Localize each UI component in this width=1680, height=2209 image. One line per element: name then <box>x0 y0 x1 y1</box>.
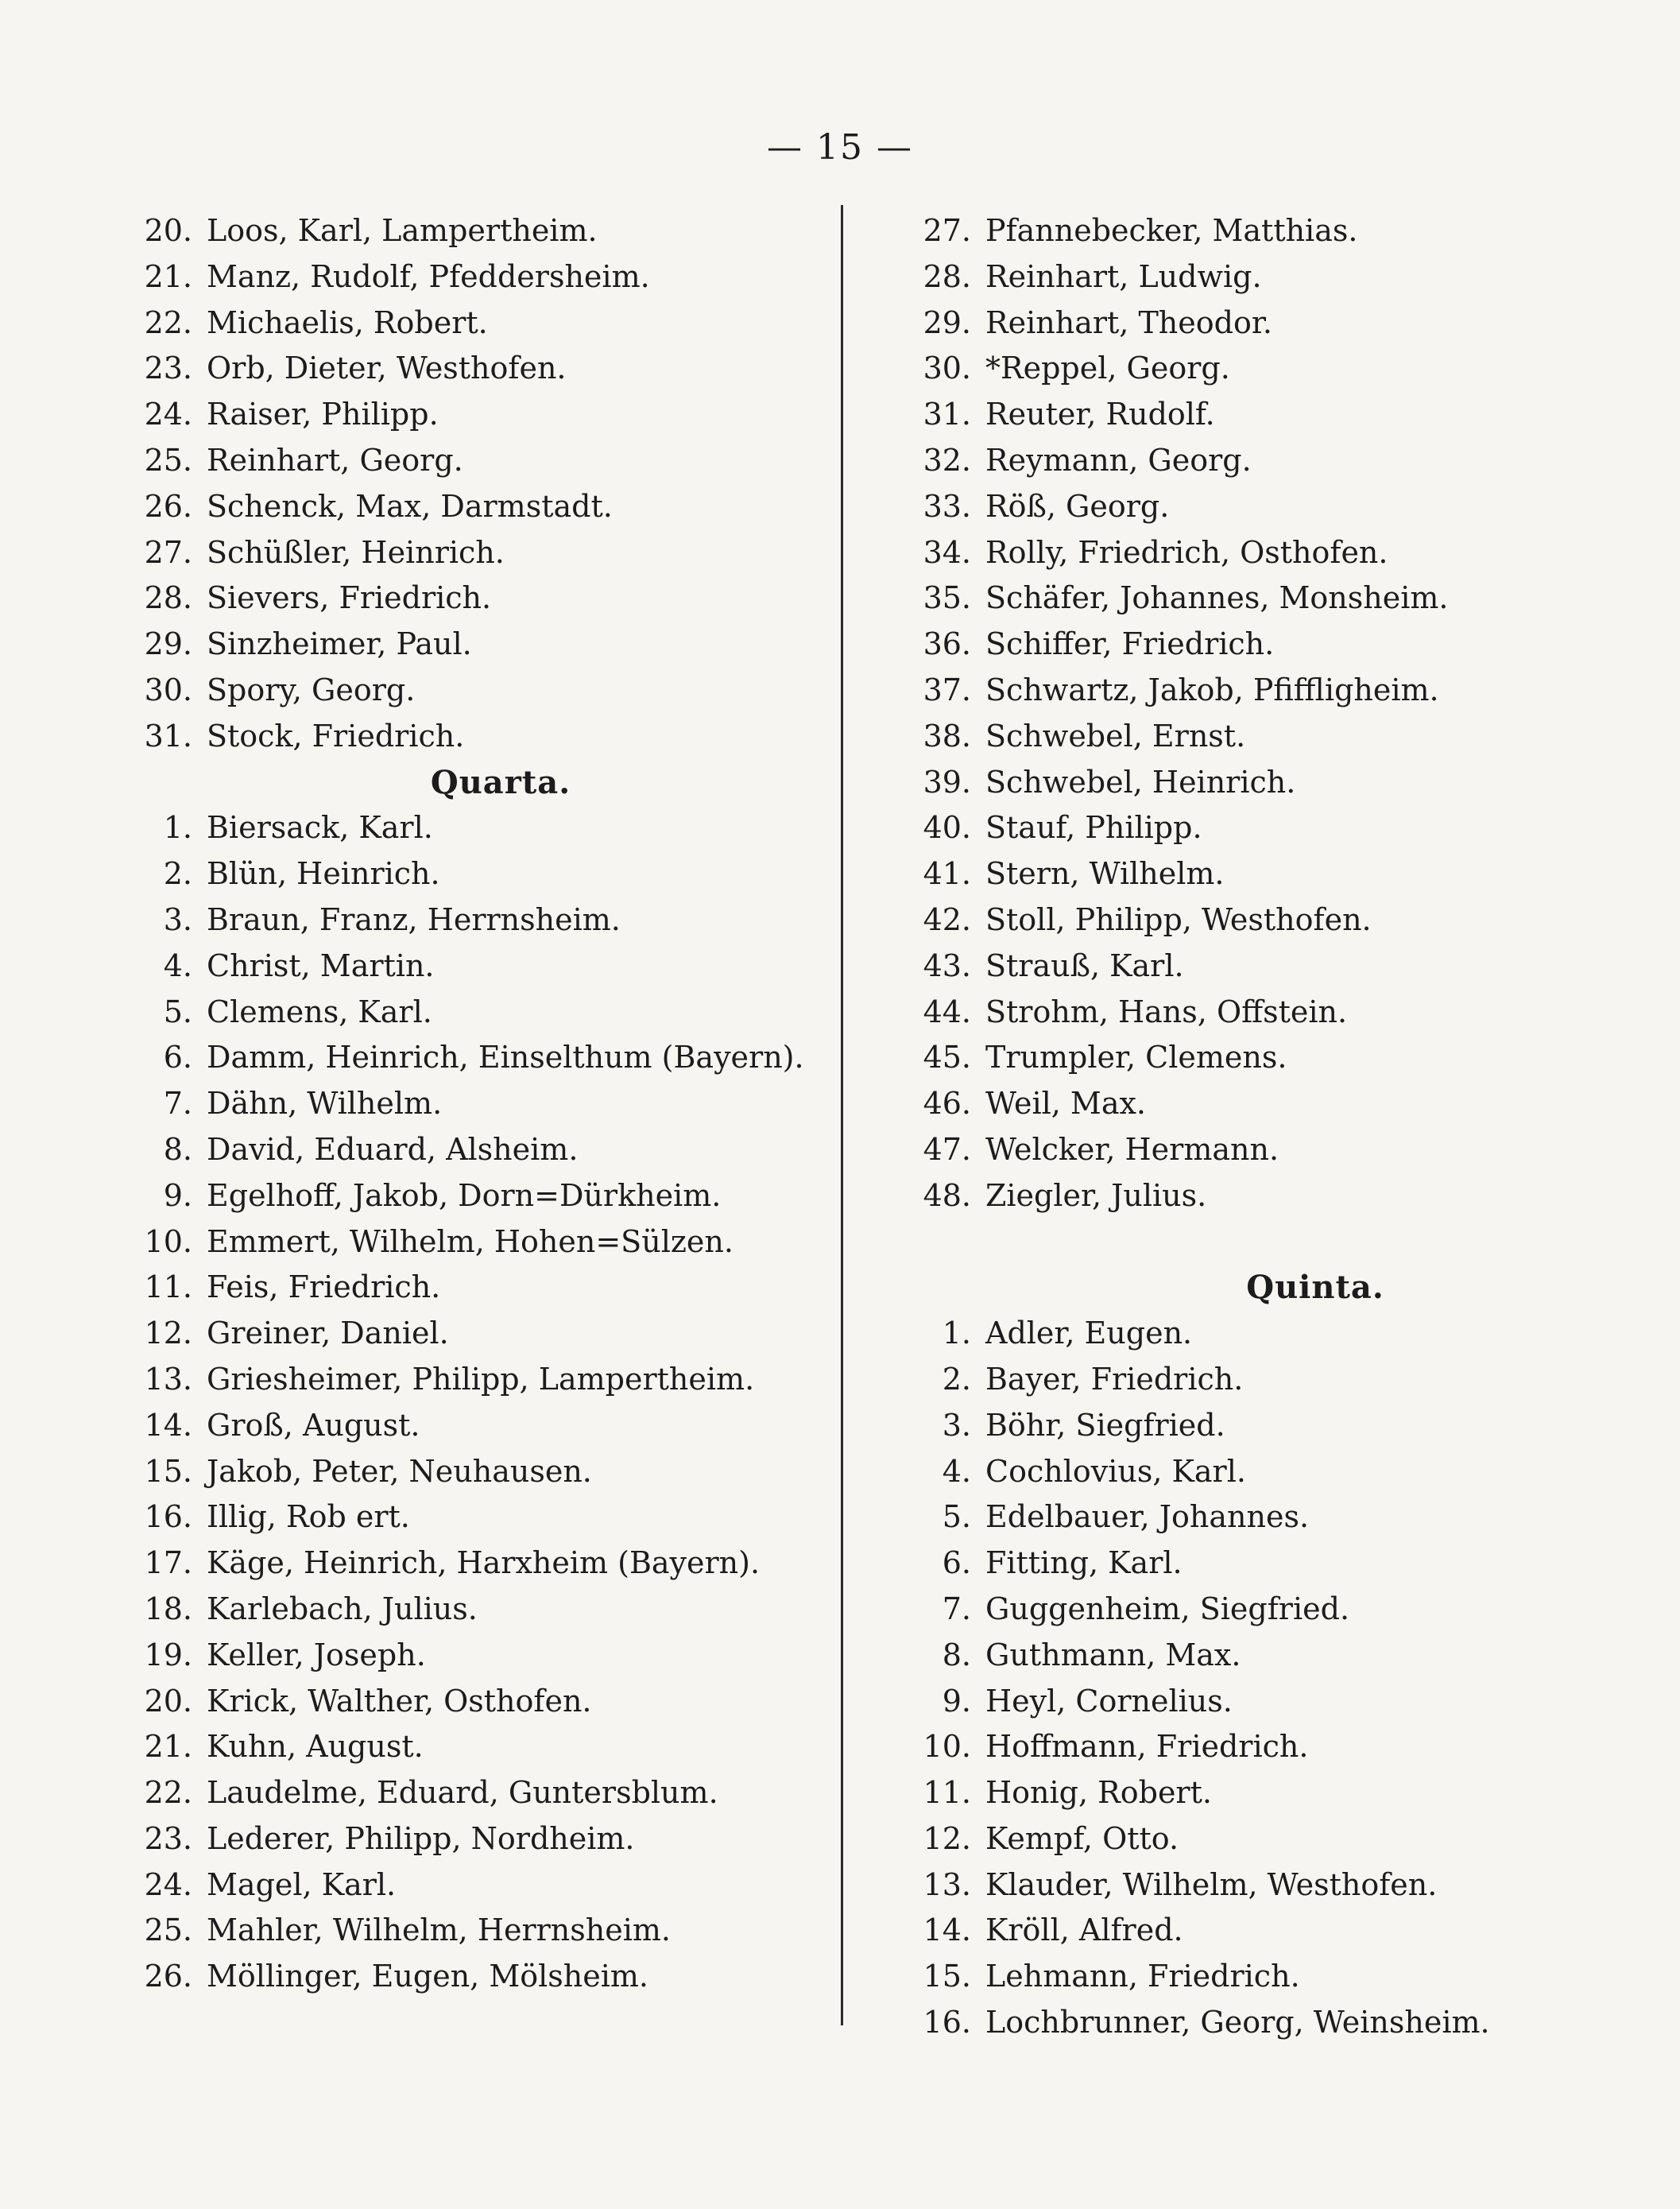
entry-name: Welcker, Hermann. <box>985 1131 1279 1167</box>
entry-number: 2. <box>163 856 192 892</box>
entry-number: 26. <box>144 1959 192 1994</box>
entry-number: 10. <box>923 1729 971 1765</box>
entry-number: 21. <box>144 1729 192 1765</box>
entry-name: Braun, Franz, Herrnsheim. <box>207 901 621 937</box>
list-item <box>127 1679 826 1725</box>
entry-name: Schäfer, Johannes, Monsheim. <box>985 580 1449 616</box>
list-item <box>127 1357 826 1403</box>
entry-name: Adler, Eugen. <box>985 1316 1193 1351</box>
list-item <box>127 990 826 1036</box>
entry-name: Groß, August. <box>207 1407 420 1443</box>
entry-number: 16. <box>144 1499 192 1535</box>
entry-name: Karlebach, Julius. <box>207 1591 478 1626</box>
list-item <box>127 1403 826 1449</box>
entry-number: 13. <box>144 1361 192 1397</box>
list-item <box>906 1862 1605 1909</box>
entry-number: 24. <box>144 397 192 432</box>
entry-number: 18. <box>144 1591 192 1626</box>
entry-number: 35. <box>923 580 971 616</box>
entry-name: Trumpler, Clemens. <box>985 1040 1287 1075</box>
list-item <box>906 346 1605 392</box>
entry-name: Griesheimer, Philipp, Lampertheim. <box>207 1361 755 1397</box>
entry-number: 1. <box>163 810 192 846</box>
entry-number: 9. <box>163 1177 192 1213</box>
entry-number: 20. <box>144 1683 192 1719</box>
list-item <box>906 897 1605 944</box>
entry-number: 45. <box>923 1040 971 1075</box>
list-item <box>127 1587 826 1633</box>
list-item <box>906 851 1605 897</box>
list-item <box>127 1816 826 1862</box>
list-item <box>127 1862 826 1909</box>
entry-number: 16. <box>923 2005 971 2040</box>
entry-number: 6. <box>942 1545 971 1581</box>
entry-number: 32. <box>923 442 971 478</box>
entry-name: Loos, Karl, Lampertheim. <box>207 213 598 248</box>
entry-number: 6. <box>163 1040 192 1075</box>
entry-number: 48. <box>923 1177 971 1213</box>
entry-name: Spory, Georg. <box>207 672 416 707</box>
list-item <box>127 530 826 576</box>
list-item <box>906 1816 1605 1862</box>
entry-number: 5. <box>163 994 192 1029</box>
entry-name: Heyl, Cornelius. <box>985 1683 1233 1719</box>
entry-number: 12. <box>144 1316 192 1351</box>
entry-name: Lochbrunner, Georg, Weinsheim. <box>985 2005 1490 2040</box>
entry-number: 9. <box>942 1683 971 1719</box>
entry-number: 36. <box>923 626 971 662</box>
entry-number: 41. <box>923 856 971 892</box>
entry-name: Guggenheim, Siegfried. <box>985 1591 1350 1626</box>
list-item <box>127 1449 826 1495</box>
list-item <box>127 484 826 530</box>
list-item <box>127 1954 826 2000</box>
list-item <box>127 576 826 622</box>
list-item <box>906 990 1605 1036</box>
entry-name: Reinhart, Theodor. <box>985 304 1272 340</box>
list-item <box>906 1081 1605 1127</box>
entry-name: Raiser, Philipp. <box>207 397 439 432</box>
entry-number: 4. <box>942 1453 971 1489</box>
entry-name: Dähn, Wilhelm. <box>207 1086 443 1122</box>
entry-name: Reuter, Rudolf. <box>985 397 1215 432</box>
entry-number: 30. <box>923 351 971 386</box>
entry-number: 2. <box>942 1361 971 1397</box>
entry-name: Stock, Friedrich. <box>207 718 465 754</box>
page-number: — 15 — <box>767 127 913 168</box>
list-item <box>127 897 826 944</box>
entry-name: Honig, Robert. <box>985 1775 1212 1811</box>
section-title-quarta: Quarta. <box>430 763 571 801</box>
entry-number: 22. <box>144 1775 192 1811</box>
entry-number: 30. <box>144 672 192 707</box>
list-item <box>906 1449 1605 1495</box>
entry-name: Guthmann, Max. <box>985 1637 1241 1672</box>
list-item <box>127 1035 826 1081</box>
entry-number: 44. <box>923 994 971 1029</box>
entry-number: 20. <box>144 213 192 248</box>
entry-number: 12. <box>923 1820 971 1856</box>
entry-name: Ziegler, Julius. <box>985 1177 1207 1213</box>
entry-number: 13. <box>923 1866 971 1902</box>
entry-name: Schwartz, Jakob, Pfiffligheim. <box>985 672 1439 707</box>
entry-name: Magel, Karl. <box>207 1866 397 1902</box>
list-item <box>127 346 826 392</box>
entry-name: Christ, Martin. <box>207 948 435 983</box>
entry-name: Schwebel, Ernst. <box>985 718 1246 754</box>
entry-name: Reinhart, Georg. <box>207 442 463 478</box>
entry-number: 8. <box>163 1131 192 1167</box>
list-item <box>906 1494 1605 1540</box>
entry-name: Lehmann, Friedrich. <box>985 1959 1300 1994</box>
entry-name: *Reppel, Georg. <box>985 351 1230 386</box>
entry-number: 15. <box>144 1453 192 1489</box>
list-item <box>906 1908 1605 1954</box>
entry-name: Biersack, Karl. <box>207 810 433 846</box>
entry-name: Weil, Max. <box>985 1086 1146 1122</box>
left-column <box>127 208 826 2000</box>
right-continued-list <box>906 208 1605 1219</box>
entry-number: 17. <box>144 1545 192 1581</box>
section-title-quinta: Quinta. <box>1246 1269 1384 1307</box>
quarta-list <box>127 805 826 2000</box>
entry-number: 15. <box>923 1959 971 1994</box>
list-item <box>127 805 826 851</box>
list-item <box>906 1127 1605 1173</box>
list-item <box>906 1403 1605 1449</box>
column-divider <box>841 205 843 2025</box>
list-item <box>906 805 1605 851</box>
entry-number: 22. <box>144 304 192 340</box>
entry-name: Kempf, Otto. <box>985 1820 1179 1856</box>
entry-number: 47. <box>923 1131 971 1167</box>
entry-name: Jakob, Peter, Neuhausen. <box>207 1453 592 1489</box>
list-item <box>127 668 826 714</box>
entry-name: Käge, Heinrich, Harxheim (Bayern). <box>207 1545 761 1581</box>
section-spacer <box>906 1219 1605 1265</box>
entry-number: 29. <box>144 626 192 662</box>
list-item <box>127 1081 826 1127</box>
entry-name: Orb, Dieter, Westhofen. <box>207 351 567 386</box>
list-item <box>127 714 826 760</box>
entry-name: Laudelme, Eduard, Guntersblum. <box>207 1775 718 1811</box>
entry-number: 27. <box>923 213 971 248</box>
entry-number: 21. <box>144 258 192 294</box>
entry-name: Greiner, Daniel. <box>207 1316 449 1351</box>
left-continued-list <box>127 208 826 760</box>
entry-number: 11. <box>144 1269 192 1305</box>
entry-number: 1. <box>942 1316 971 1351</box>
list-item <box>127 851 826 897</box>
list-item <box>127 1311 826 1357</box>
list-item <box>127 208 826 254</box>
entry-name: Manz, Rudolf, Pfeddersheim. <box>207 258 650 294</box>
entry-name: Keller, Joseph. <box>207 1637 426 1672</box>
entry-number: 10. <box>144 1223 192 1259</box>
entry-number: 8. <box>942 1637 971 1672</box>
entry-name: Reymann, Georg. <box>985 442 1252 478</box>
entry-name: Pfannebecker, Matthias. <box>985 213 1358 248</box>
entry-name: Illig, Rob ert. <box>207 1499 410 1535</box>
list-item <box>127 1770 826 1816</box>
list-item <box>906 1633 1605 1679</box>
entry-number: 3. <box>942 1407 971 1443</box>
entry-name: Reinhart, Ludwig. <box>985 258 1262 294</box>
list-item <box>906 1770 1605 1816</box>
entry-number: 29. <box>923 304 971 340</box>
list-item <box>906 2000 1605 2046</box>
list-item <box>127 392 826 438</box>
list-item <box>127 944 826 990</box>
entry-number: 25. <box>144 1913 192 1948</box>
list-item <box>906 438 1605 484</box>
list-item <box>906 576 1605 622</box>
entry-number: 40. <box>923 810 971 846</box>
list-item <box>906 530 1605 576</box>
entry-name: Mahler, Wilhelm, Herrnsheim. <box>207 1913 671 1948</box>
list-item <box>906 208 1605 254</box>
list-item <box>906 1954 1605 2000</box>
entry-name: Stern, Wilhelm. <box>985 856 1225 892</box>
quinta-list <box>906 1311 1605 2046</box>
entry-number: 42. <box>923 901 971 937</box>
list-item <box>127 1127 826 1173</box>
entry-name: Clemens, Karl. <box>207 994 432 1029</box>
list-item <box>906 944 1605 990</box>
entry-name: Klauder, Wilhelm, Westhofen. <box>985 1866 1438 1902</box>
entry-name: Fitting, Karl. <box>985 1545 1183 1581</box>
entry-number: 11. <box>923 1775 971 1811</box>
list-item <box>127 1724 826 1770</box>
entry-name: Michaelis, Robert. <box>207 304 488 340</box>
entry-name: Sinzheimer, Paul. <box>207 626 472 662</box>
entry-number: 46. <box>923 1086 971 1122</box>
list-item <box>906 1724 1605 1770</box>
list-item <box>127 300 826 347</box>
entry-name: David, Eduard, Alsheim. <box>207 1131 579 1167</box>
entry-name: Kröll, Alfred. <box>985 1913 1183 1948</box>
list-item <box>127 1908 826 1954</box>
entry-name: Bayer, Friedrich. <box>985 1361 1244 1397</box>
list-item <box>906 484 1605 530</box>
list-item <box>127 1219 826 1265</box>
list-item <box>906 1587 1605 1633</box>
entry-name: Möllinger, Eugen, Mölsheim. <box>207 1959 649 1994</box>
list-item <box>906 1357 1605 1403</box>
entry-name: Schüßler, Heinrich. <box>207 534 505 570</box>
list-item <box>127 622 826 668</box>
list-item <box>906 1035 1605 1081</box>
entry-name: Feis, Friedrich. <box>207 1269 441 1305</box>
list-item <box>906 1540 1605 1587</box>
entry-number: 25. <box>144 442 192 478</box>
list-item <box>906 300 1605 347</box>
entry-number: 31. <box>923 397 971 432</box>
entry-number: 34. <box>923 534 971 570</box>
list-item <box>906 1173 1605 1219</box>
list-item <box>906 622 1605 668</box>
entry-number: 24. <box>144 1866 192 1902</box>
entry-name: Hoffmann, Friedrich. <box>985 1729 1309 1765</box>
list-item <box>127 1265 826 1311</box>
entry-name: Lederer, Philipp, Nordheim. <box>207 1820 635 1856</box>
entry-name: Schenck, Max, Darmstadt. <box>207 488 613 524</box>
list-item <box>127 438 826 484</box>
entry-number: 19. <box>144 1637 192 1672</box>
entry-name: Schwebel, Heinrich. <box>985 764 1296 800</box>
entry-name: Stoll, Philipp, Westhofen. <box>985 901 1372 937</box>
entry-number: 14. <box>144 1407 192 1443</box>
entry-number: 27. <box>144 534 192 570</box>
entry-name: Krick, Walther, Osthofen. <box>207 1683 592 1719</box>
entry-name: Emmert, Wilhelm, Hohen=Sülzen. <box>207 1223 734 1259</box>
entry-number: 5. <box>942 1499 971 1535</box>
entry-name: Röß, Georg. <box>985 488 1170 524</box>
entry-name: Blün, Heinrich. <box>207 856 440 892</box>
entry-number: 23. <box>144 351 192 386</box>
entry-number: 4. <box>163 948 192 983</box>
list-item <box>127 1173 826 1219</box>
list-item <box>906 668 1605 714</box>
entry-name: Strohm, Hans, Offstein. <box>985 994 1348 1029</box>
list-item <box>127 1633 826 1679</box>
entry-number: 33. <box>923 488 971 524</box>
list-item <box>906 760 1605 806</box>
entry-name: Edelbauer, Johannes. <box>985 1499 1310 1535</box>
entry-name: Kuhn, August. <box>207 1729 424 1765</box>
entry-name: Schiffer, Friedrich. <box>985 626 1275 662</box>
list-item <box>906 1311 1605 1357</box>
right-column <box>906 208 1605 2046</box>
entry-name: Böhr, Siegfried. <box>985 1407 1225 1443</box>
entry-number: 3. <box>163 901 192 937</box>
entry-number: 23. <box>144 1820 192 1856</box>
entry-number: 37. <box>923 672 971 707</box>
list-item <box>906 714 1605 760</box>
entry-number: 7. <box>163 1086 192 1122</box>
entry-number: 38. <box>923 718 971 754</box>
entry-name: Stauf, Philipp. <box>985 810 1202 846</box>
list-item <box>127 1540 826 1587</box>
entry-name: Damm, Heinrich, Einselthum (Bayern). <box>207 1040 804 1075</box>
entry-number: 39. <box>923 764 971 800</box>
list-item <box>906 1679 1605 1725</box>
entry-number: 7. <box>942 1591 971 1626</box>
entry-number: 28. <box>923 258 971 294</box>
entry-name: Rolly, Friedrich, Osthofen. <box>985 534 1388 570</box>
list-item <box>127 1494 826 1540</box>
entry-name: Egelhoff, Jakob, Dorn=Dürkheim. <box>207 1177 722 1213</box>
entry-number: 14. <box>923 1913 971 1948</box>
list-item <box>906 392 1605 438</box>
entry-name: Strauß, Karl. <box>985 948 1184 983</box>
entry-number: 28. <box>144 580 192 616</box>
list-item <box>906 254 1605 300</box>
entry-name: Cochlovius, Karl. <box>985 1453 1246 1489</box>
list-item <box>127 254 826 300</box>
entry-number: 31. <box>144 718 192 754</box>
entry-number: 26. <box>144 488 192 524</box>
entry-name: Sievers, Friedrich. <box>207 580 492 616</box>
entry-number: 43. <box>923 948 971 983</box>
